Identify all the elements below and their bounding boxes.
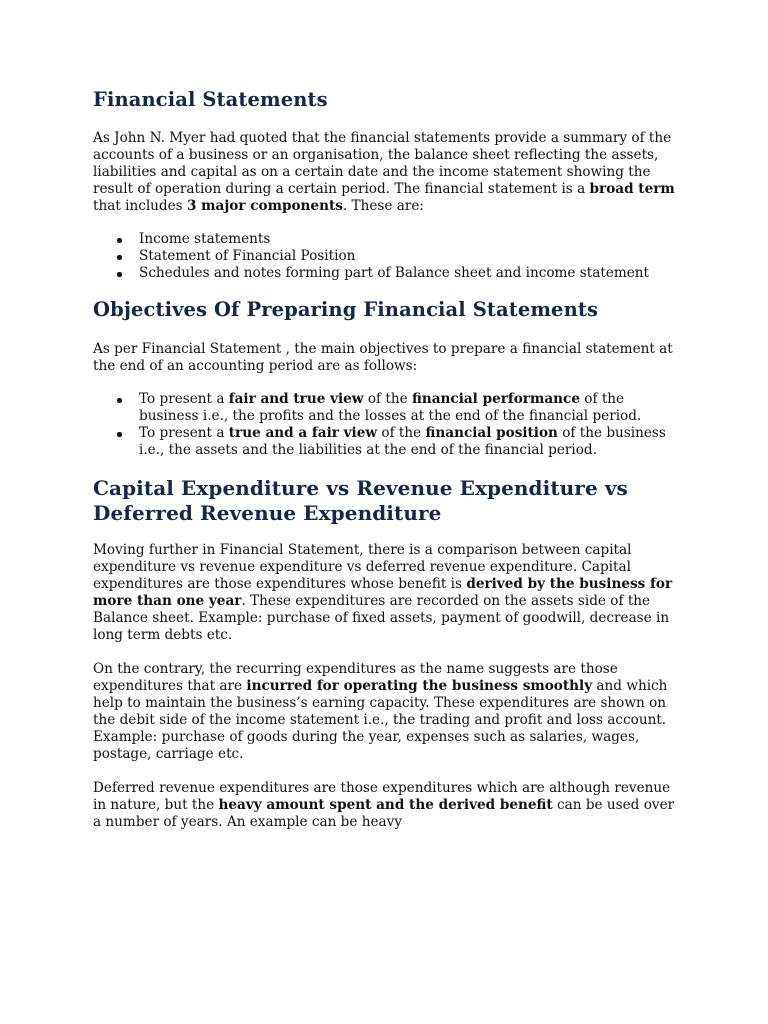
deferred-expenditure-paragraph xyxy=(93,780,683,831)
bold-text: fair and true view xyxy=(228,391,364,407)
bold-text: financial position xyxy=(425,425,558,441)
bold-text: derived by the business for more than one year xyxy=(93,576,673,609)
bold-text: incurred for operating the business smoothly xyxy=(246,678,593,694)
components-list xyxy=(93,231,683,282)
text: On the contrary, the recurring expenditures as the name suggests are those expenditures that are xyxy=(93,661,618,694)
text: that includes xyxy=(93,198,187,214)
heading-objectives: Objectives Of Preparing Financial Statements xyxy=(93,298,599,321)
objectives-paragraph: As per Financial Statement , the main objectives to prepare a financial statement at the end of an accounting period are as follows: xyxy=(93,341,673,374)
bold-text: 3 major components xyxy=(186,198,343,214)
bold-text: heavy amount spent and the derived benefit xyxy=(218,797,553,813)
text: Deferred revenue expenditures are those expenditures which are although revenue in nature, but the xyxy=(93,780,671,813)
revenue-expenditure-paragraph xyxy=(93,661,683,763)
text: To present a xyxy=(139,425,229,441)
bold-text: financial performance xyxy=(411,391,580,407)
objectives-list xyxy=(93,391,683,459)
list-item xyxy=(139,425,683,459)
list-item: Statement of Financial Position xyxy=(139,248,683,265)
text: of the business i.e., the profits and the losses at the end of the financial period. xyxy=(139,391,642,424)
text: of the xyxy=(377,425,426,441)
list-item: Income statements xyxy=(139,231,683,248)
text: To present a xyxy=(139,391,229,407)
bold-text: broad term xyxy=(589,181,675,197)
bold-text: true and a fair view xyxy=(228,425,378,441)
text: can be used over a number of years. An example can be heavy xyxy=(93,797,675,830)
list-item: Schedules and notes forming part of Balance sheet and income statement xyxy=(139,265,683,282)
intro-paragraph xyxy=(93,130,683,215)
text: and which help to maintain the business’s earning capacity. These expenditures are shown on the debit side of the income statement i.e., the trading and profit and loss account. Example: purchase of goods during the year, expenses such as salaries, wages, postage, carriage etc. xyxy=(93,678,668,762)
text: As John N. Myer had quoted that the financial statements provide a summary of the accounts of a business or an organisation, the balance sheet reflecting the assets, liabilities and capital as on a certain date and the income statement showing the result of operation during a certain period. The financial statement is a xyxy=(93,130,672,197)
text: of the xyxy=(363,391,412,407)
text: of the business i.e., the assets and the liabilities at the end of the financial period. xyxy=(139,425,666,458)
document-page xyxy=(93,86,683,831)
text: . These are: xyxy=(342,198,424,214)
text: Moving further in Financial Statement, there is a comparison between capital expenditure vs revenue expenditure vs deferred revenue expenditure. Capital expenditures are those expenditures whose benefit is xyxy=(93,542,632,592)
heading-financial-statements: Financial Statements xyxy=(93,88,328,111)
list-item xyxy=(139,391,683,425)
heading-expenditure-comparison: Capital Expenditure vs Revenue Expenditure vs Deferred Revenue Expenditure xyxy=(93,476,628,525)
text: . These expenditures are recorded on the assets side of the Balance sheet. Example: purchase of fixed assets, payment of goodwill, decrease in long term debts etc. xyxy=(93,593,670,643)
capital-expenditure-paragraph xyxy=(93,542,683,644)
